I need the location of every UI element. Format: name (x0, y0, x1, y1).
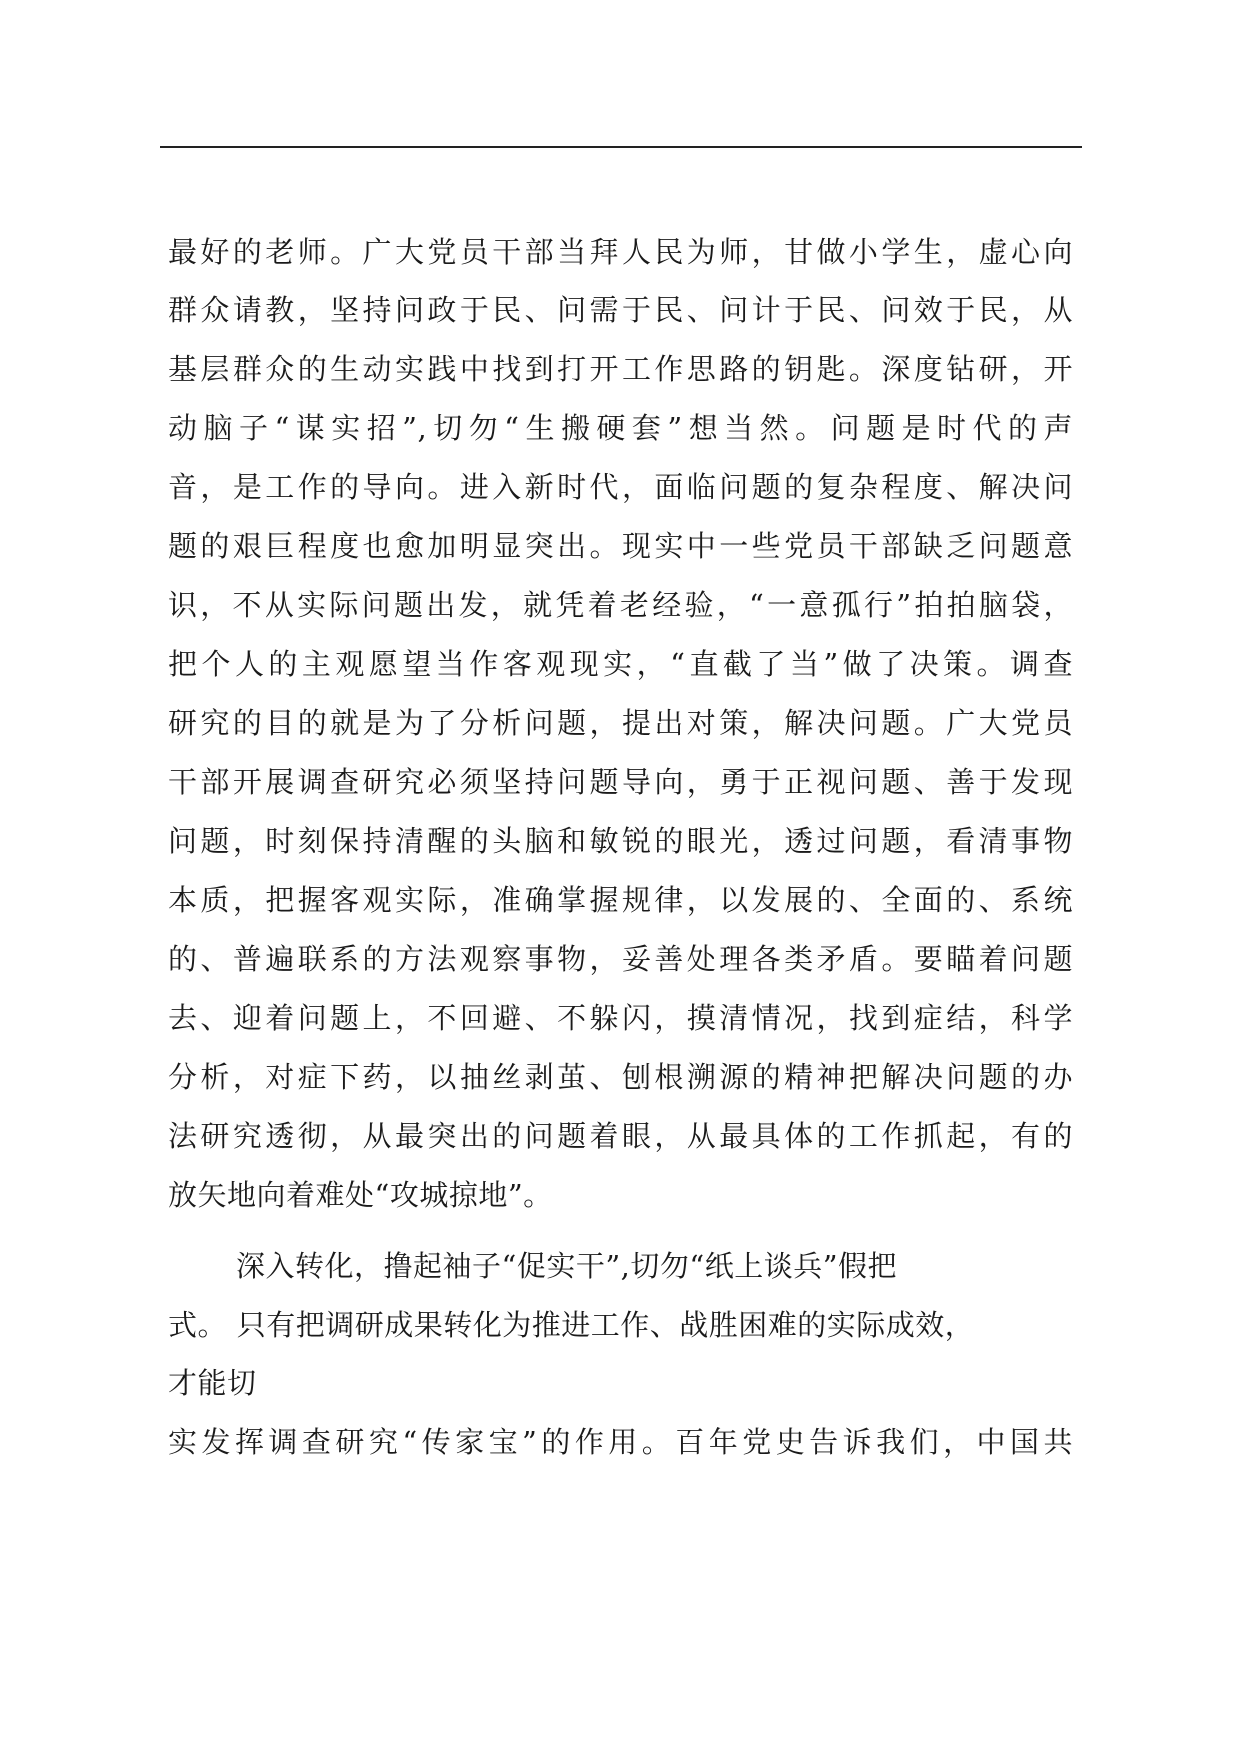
header-rule (160, 146, 1082, 148)
body-line: 去、迎着问题上，不回避、不躲闪，摸清情况，找到症结，科学 (168, 1001, 1073, 1035)
body-line: 本质，把握客观实际，准确掌握规律，以发展的、全面的、系统 (168, 883, 1073, 917)
paragraph-start-line: 深入转化，撸起袖子“促实干”,切勿“纸上谈兵”假把 (236, 1249, 898, 1283)
paragraph-end-line: 放矢地向着难处“攻城掠地”。 (168, 1178, 553, 1212)
body-line: 最好的老师。广大党员干部当拜人民为师，甘做小学生，虚心向 (168, 235, 1073, 269)
body-line: 识，不从实际问题出发，就凭着老经验，“一意孤行”拍拍脑袋， (168, 588, 1073, 622)
body-line: 实发挥调查研究“传家宝”的作用。百年党史告诉我们，中国共 (168, 1425, 1073, 1459)
body-line: 才能切 (168, 1366, 257, 1400)
body-line: 的、普遍联系的方法观察事物，妥善处理各类矛盾。要瞄着问题 (168, 942, 1073, 976)
body-line: 题的艰巨程度也愈加明显突出。现实中一些党员干部缺乏问题意 (168, 529, 1073, 563)
body-line: 群众请教，坚持问政于民、问需于民、问计于民、问效于民，从 (168, 293, 1073, 327)
body-line: 法研究透彻，从最突出的问题着眼，从最具体的工作抓起，有的 (168, 1119, 1073, 1153)
body-line: 把个人的主观愿望当作客观现实，“直截了当”做了决策。调查 (168, 647, 1073, 681)
body-line: 式。 只有把调研成果转化为推进工作、战胜困难的实际成效， (168, 1308, 975, 1342)
body-line: 动脑子“谋实招”,切勿“生搬硬套”想当然。问题是时代的声 (168, 411, 1073, 445)
body-line: 问题，时刻保持清醒的头脑和敏锐的眼光，透过问题，看清事物 (168, 824, 1073, 858)
body-line: 分析，对症下药，以抽丝剥茧、刨根溯源的精神把解决问题的办 (168, 1060, 1073, 1094)
body-line: 干部开展调查研究必须坚持问题导向，勇于正视问题、善于发现 (168, 765, 1073, 799)
body-line: 音，是工作的导向。进入新时代，面临问题的复杂程度、解决问 (168, 470, 1073, 504)
body-line: 研究的目的就是为了分析问题，提出对策，解决问题。广大党员 (168, 706, 1073, 740)
body-line: 基层群众的生动实践中找到打开工作思路的钥匙。深度钻研，开 (168, 352, 1073, 386)
